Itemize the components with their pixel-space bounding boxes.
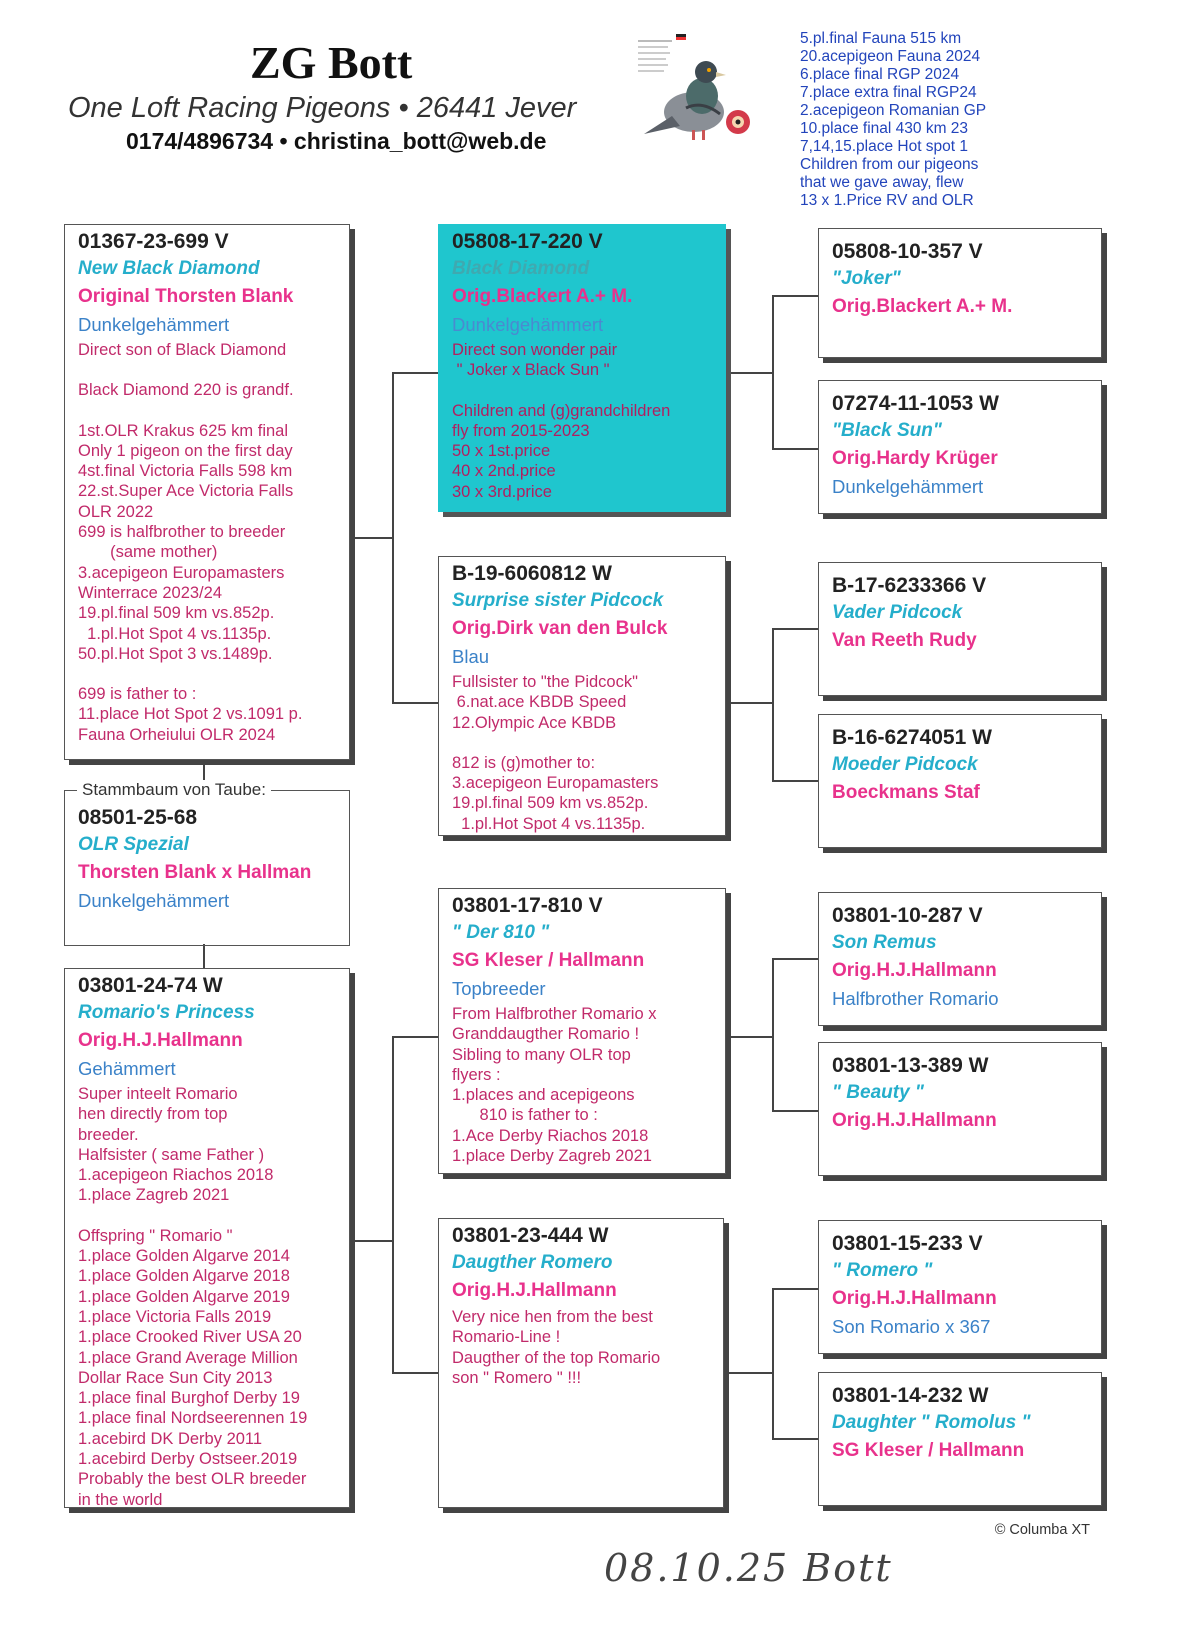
copyright-text: © Columba XT — [994, 1522, 1090, 1538]
note-line: 1.acebird Derby Ostseer.2019 — [78, 1450, 298, 1469]
sire-dam-card — [438, 556, 726, 836]
connector-line — [772, 1288, 818, 1290]
note-line: 1.place Derby Zagreb 2021 — [452, 1147, 652, 1166]
dds-card — [818, 1220, 1102, 1354]
note-line: 1.place final Burghof Derby 19 — [78, 1389, 300, 1408]
note-line: Sibling to many OLR top — [452, 1045, 631, 1064]
pigeon-ring: 03801-15-233 V — [832, 1232, 983, 1255]
pigeon-ring: 01367-23-699 V — [78, 230, 229, 253]
pigeon-breeder: SG Kleser / Hallmann — [832, 1440, 1025, 1461]
connector-line — [392, 372, 394, 702]
pigeon-ring: B-17-6233366 V — [832, 574, 987, 597]
honour-item: 5.pl.final Fauna 515 km — [800, 30, 962, 47]
note-line: 40 x 2nd.price — [452, 462, 556, 481]
connector-line — [350, 537, 392, 539]
connector-line — [726, 702, 772, 704]
pigeon-breeder: Orig.Hardy Krüger — [832, 448, 998, 469]
note-line — [78, 1206, 336, 1226]
subject-name: OLR Spezial — [78, 834, 189, 855]
subject-legend: Stammbaum von Taube: — [77, 780, 271, 800]
pigeon-color: Gehämmert — [78, 1058, 176, 1079]
note-line: 1.Ace Derby Riachos 2018 — [452, 1126, 649, 1145]
honour-item: 13 x 1.Price RV and OLR — [800, 192, 974, 209]
note-line — [78, 360, 336, 380]
note-line: 50 x 1st.price — [452, 442, 551, 461]
pigeon-breeder: Orig.H.J.Hallmann — [78, 1030, 243, 1051]
kennel-title: ZG Bott — [250, 37, 413, 88]
note-line — [452, 381, 712, 401]
pigeon-color: Dunkelgehämmert — [832, 476, 984, 497]
note-line: hen directly from top — [78, 1105, 228, 1124]
note-line: 1.place final Nordseerennen 19 — [78, 1409, 308, 1428]
note-line: Dollar Race Sun City 2013 — [78, 1368, 273, 1387]
note-line: 1st.OLR Krakus 625 km final — [78, 421, 289, 440]
sire-card — [64, 224, 350, 760]
subject-breeder: Thorsten Blank x Hallman — [78, 862, 312, 883]
subject-card — [64, 780, 350, 946]
note-line: Children and (g)grandchildren — [452, 401, 671, 420]
pigeon-ring: 03801-23-444 W — [452, 1224, 609, 1247]
honour-item: 7.place extra final RGP24 — [800, 84, 977, 101]
pigeon-name: Black Diamond — [452, 258, 590, 279]
connector-line — [203, 944, 205, 968]
pigeon-breeder: Orig.H.J.Hallmann — [832, 1110, 997, 1131]
pigeon-name: Son Remus — [832, 932, 937, 953]
connector-line — [392, 1036, 438, 1038]
note-line: 50.pl.Hot Spot 3 vs.1489p. — [78, 644, 273, 663]
dam-dam-card — [438, 1218, 724, 1508]
honour-item: that we gave away, flew — [800, 174, 964, 191]
note-line: Black Diamond 220 is grandf. — [78, 381, 294, 400]
note-line: 699 is halfbrother to breeder — [78, 523, 286, 542]
note-line: 11.place Hot Spot 2 vs.1091 p. — [78, 705, 303, 724]
honours-list — [800, 30, 986, 210]
pigeon-name: " Der 810 " — [452, 922, 550, 943]
note-line: flyers : — [452, 1065, 501, 1084]
pigeon-name: Moeder Pidcock — [832, 754, 978, 775]
note-line: Fullsister to "the Pidcock" — [452, 673, 638, 691]
connector-line — [726, 372, 772, 374]
pigeon-breeder: Orig.H.J.Hallmann — [832, 1288, 997, 1309]
pigeon-breeder: Orig.Blackert A.+ M. — [832, 296, 1013, 317]
note-line: Very nice hen from the best — [452, 1308, 653, 1326]
pigeon-name: Daughter " Romolus " — [832, 1412, 1031, 1433]
honour-item: 20.acepigeon Fauna 2024 — [800, 48, 981, 65]
connector-line — [772, 295, 818, 297]
note-line: 1.pl.Hot Spot 4 vs.1135p. — [78, 624, 272, 643]
pigeon-photo-icon — [632, 30, 756, 156]
note-line: 1.place Golden Algarve 2018 — [78, 1267, 290, 1286]
connector-line — [350, 1240, 392, 1242]
pigeon-breeder: Orig.H.J.Hallmann — [832, 960, 997, 981]
note-line: Winterrace 2023/24 — [78, 583, 222, 602]
note-line: 1.place Crooked River USA 20 — [78, 1328, 302, 1347]
note-line: Super inteelt Romario — [78, 1085, 238, 1103]
pigeon-name: " Beauty " — [832, 1082, 924, 1103]
note-line: 810 is father to : — [452, 1106, 598, 1125]
pigeon-name: Daugther Romero — [452, 1252, 613, 1273]
pigeon-ring: 07274-11-1053 W — [832, 392, 999, 415]
note-line: 1.acebird DK Derby 2011 — [78, 1429, 263, 1448]
pigeon-notes — [452, 1004, 712, 1166]
honour-item: 10.place final 430 km 23 — [800, 120, 969, 137]
pigeon-name: "Joker" — [832, 268, 901, 289]
connector-line — [392, 1036, 394, 1372]
honour-item: Children from our pigeons — [800, 156, 979, 173]
note-line: 4st.final Victoria Falls 598 km — [78, 462, 293, 481]
note-line: son " Romero " !!! — [452, 1368, 582, 1387]
pigeon-ring: 03801-24-74 W — [78, 974, 223, 997]
note-line: 6.nat.ace KBDB Speed — [452, 693, 627, 712]
honour-item: 2.acepigeon Romanian GP — [800, 102, 987, 119]
dss-card — [818, 892, 1102, 1026]
pigeon-color: Halfbrother Romario — [832, 988, 999, 1009]
pigeon-ring: 03801-14-232 W — [832, 1384, 989, 1407]
dam-sire-card — [438, 888, 726, 1174]
connector-line — [772, 780, 818, 782]
note-line — [78, 664, 336, 684]
pigeon-color: Dunkelgehämmert — [452, 314, 604, 335]
note-line: 22.st.Super Ace Victoria Falls — [78, 482, 294, 501]
pigeon-breeder: Boeckmans Staf — [832, 782, 980, 803]
note-line: Daugther of the top Romario — [452, 1348, 661, 1367]
note-line: Offspring " Romario " — [78, 1226, 233, 1245]
note-line: 1.place Golden Algarve 2014 — [78, 1247, 290, 1266]
note-line: 1.place Victoria Falls 2019 — [78, 1307, 272, 1326]
note-line: Probably the best OLR breeder — [78, 1470, 307, 1489]
pigeon-ring: B-19-6060812 W — [452, 562, 612, 585]
note-line: Halfsister ( same Father ) — [78, 1145, 265, 1164]
connector-line — [772, 628, 774, 780]
note-line: 1.places and acepigeons — [452, 1086, 635, 1105]
note-line: Fauna Orheiului OLR 2024 — [78, 725, 276, 744]
connector-line — [772, 958, 774, 1110]
pigeon-ring: 03801-17-810 V — [452, 894, 603, 917]
pigeon-notes — [452, 340, 712, 502]
note-line: (same mother) — [78, 543, 218, 562]
honour-item: 7,14,15.place Hot spot 1 — [800, 138, 969, 155]
pigeon-breeder: Van Reeth Rudy — [832, 630, 977, 651]
pigeon-notes — [452, 1307, 710, 1388]
connector-line — [772, 1288, 774, 1438]
pigeon-breeder: Original Thorsten Blank — [78, 286, 294, 307]
pigeon-breeder: Orig.H.J.Hallmann — [452, 1280, 617, 1301]
note-line: in the world — [78, 1490, 163, 1509]
contact-line: 0174/4896734 • christina_bott@web.de — [126, 128, 547, 154]
pigeon-name: New Black Diamond — [78, 258, 260, 279]
connector-line — [726, 1372, 772, 1374]
note-line: Romario-Line ! — [452, 1328, 561, 1347]
note-line: 699 is father to : — [78, 685, 197, 704]
connector-line — [772, 1110, 818, 1112]
pigeon-color: Dunkelgehämmert — [78, 314, 230, 335]
connector-line — [772, 295, 774, 448]
sss-card — [818, 228, 1102, 358]
kennel-subtitle: One Loft Racing Pigeons • 26441 Jever — [68, 92, 577, 124]
note-line: 1.place Grand Average Million — [78, 1348, 298, 1367]
sds-card — [818, 562, 1102, 696]
pigeon-breeder: Orig.Blackert A.+ M. — [452, 286, 633, 307]
connector-line — [392, 1372, 438, 1374]
pigeon-ring: 05808-17-220 V — [452, 230, 603, 253]
note-line: Granddaugther Romario ! — [452, 1025, 640, 1044]
dam-card — [64, 968, 350, 1508]
note-line — [452, 733, 712, 753]
note-line: 1.acepigeon Riachos 2018 — [78, 1166, 274, 1185]
pigeon-ring: 03801-13-389 W — [832, 1054, 989, 1077]
note-line: 1.pl.Hot Spot 4 vs.1135p. — [452, 814, 646, 833]
note-line: 3.acepigeon Europamasters — [78, 563, 285, 582]
pigeon-name: Vader Pidcock — [832, 602, 963, 623]
dsd-card — [818, 1042, 1102, 1176]
note-line: " Joker x Black Sun " — [452, 361, 610, 380]
note-line: Direct son of Black Diamond — [78, 341, 287, 359]
subject-color: Dunkelgehämmert — [78, 890, 230, 911]
pigeon-color: Topbreeder — [452, 978, 546, 999]
note-line: 19.pl.final 509 km vs.852p. — [452, 794, 649, 813]
honour-item: 6.place final RGP 2024 — [800, 66, 960, 83]
connector-line — [392, 372, 438, 374]
pigeon-ring: B-16-6274051 W — [832, 726, 992, 749]
note-line: Direct son wonder pair — [452, 341, 618, 359]
pigeon-color: Son Romario x 367 — [832, 1316, 991, 1337]
note-line: Only 1 pigeon on the first day — [78, 441, 293, 460]
pigeon-notes — [452, 672, 712, 834]
note-line: OLR 2022 — [78, 502, 154, 521]
pigeon-name: "Black Sun" — [832, 420, 942, 441]
pigeon-name: " Romero " — [832, 1260, 933, 1281]
connector-line — [772, 448, 818, 450]
pigeon-ring: 03801-10-287 V — [832, 904, 983, 927]
note-line: 12.Olympic Ace KBDB — [452, 713, 617, 732]
pigeon-color: Blau — [452, 646, 490, 667]
note-line: 1.place Zagreb 2021 — [78, 1186, 230, 1205]
note-line: 3.acepigeon Europamasters — [452, 774, 659, 793]
pigeon-notes — [78, 1084, 336, 1510]
sdd-card — [818, 714, 1102, 848]
pigeon-breeder: SG Kleser / Hallmann — [452, 950, 645, 971]
connector-line — [772, 1438, 818, 1440]
pigeon-ring: 05808-10-357 V — [832, 240, 983, 263]
note-line — [78, 401, 336, 421]
ddd-card — [818, 1372, 1102, 1506]
note-line: fly from 2015-2023 — [452, 421, 590, 440]
note-line: From Halfbrother Romario x — [452, 1005, 657, 1023]
pigeon-name: Romario's Princess — [78, 1002, 255, 1023]
pigeon-breeder: Orig.Dirk van den Bulck — [452, 618, 668, 639]
ssd-card — [818, 380, 1102, 514]
connector-line — [726, 1036, 772, 1038]
note-line: 30 x 3rd.price — [452, 482, 552, 501]
pigeon-name: Surprise sister Pidcock — [452, 590, 664, 611]
handwritten-signature: 08.10.25 Bott — [604, 1546, 893, 1590]
note-line: 812 is (g)mother to: — [452, 753, 596, 772]
note-line: 1.place Golden Algarve 2019 — [78, 1287, 290, 1306]
note-line: breeder. — [78, 1125, 139, 1144]
connector-line — [772, 628, 818, 630]
subject-ring: 08501-25-68 — [78, 806, 198, 829]
connector-line — [772, 958, 818, 960]
note-line: 19.pl.final 509 km vs.852p. — [78, 604, 275, 623]
connector-line — [392, 702, 438, 704]
pigeon-notes — [78, 340, 336, 745]
sire-sire-card — [438, 224, 726, 512]
